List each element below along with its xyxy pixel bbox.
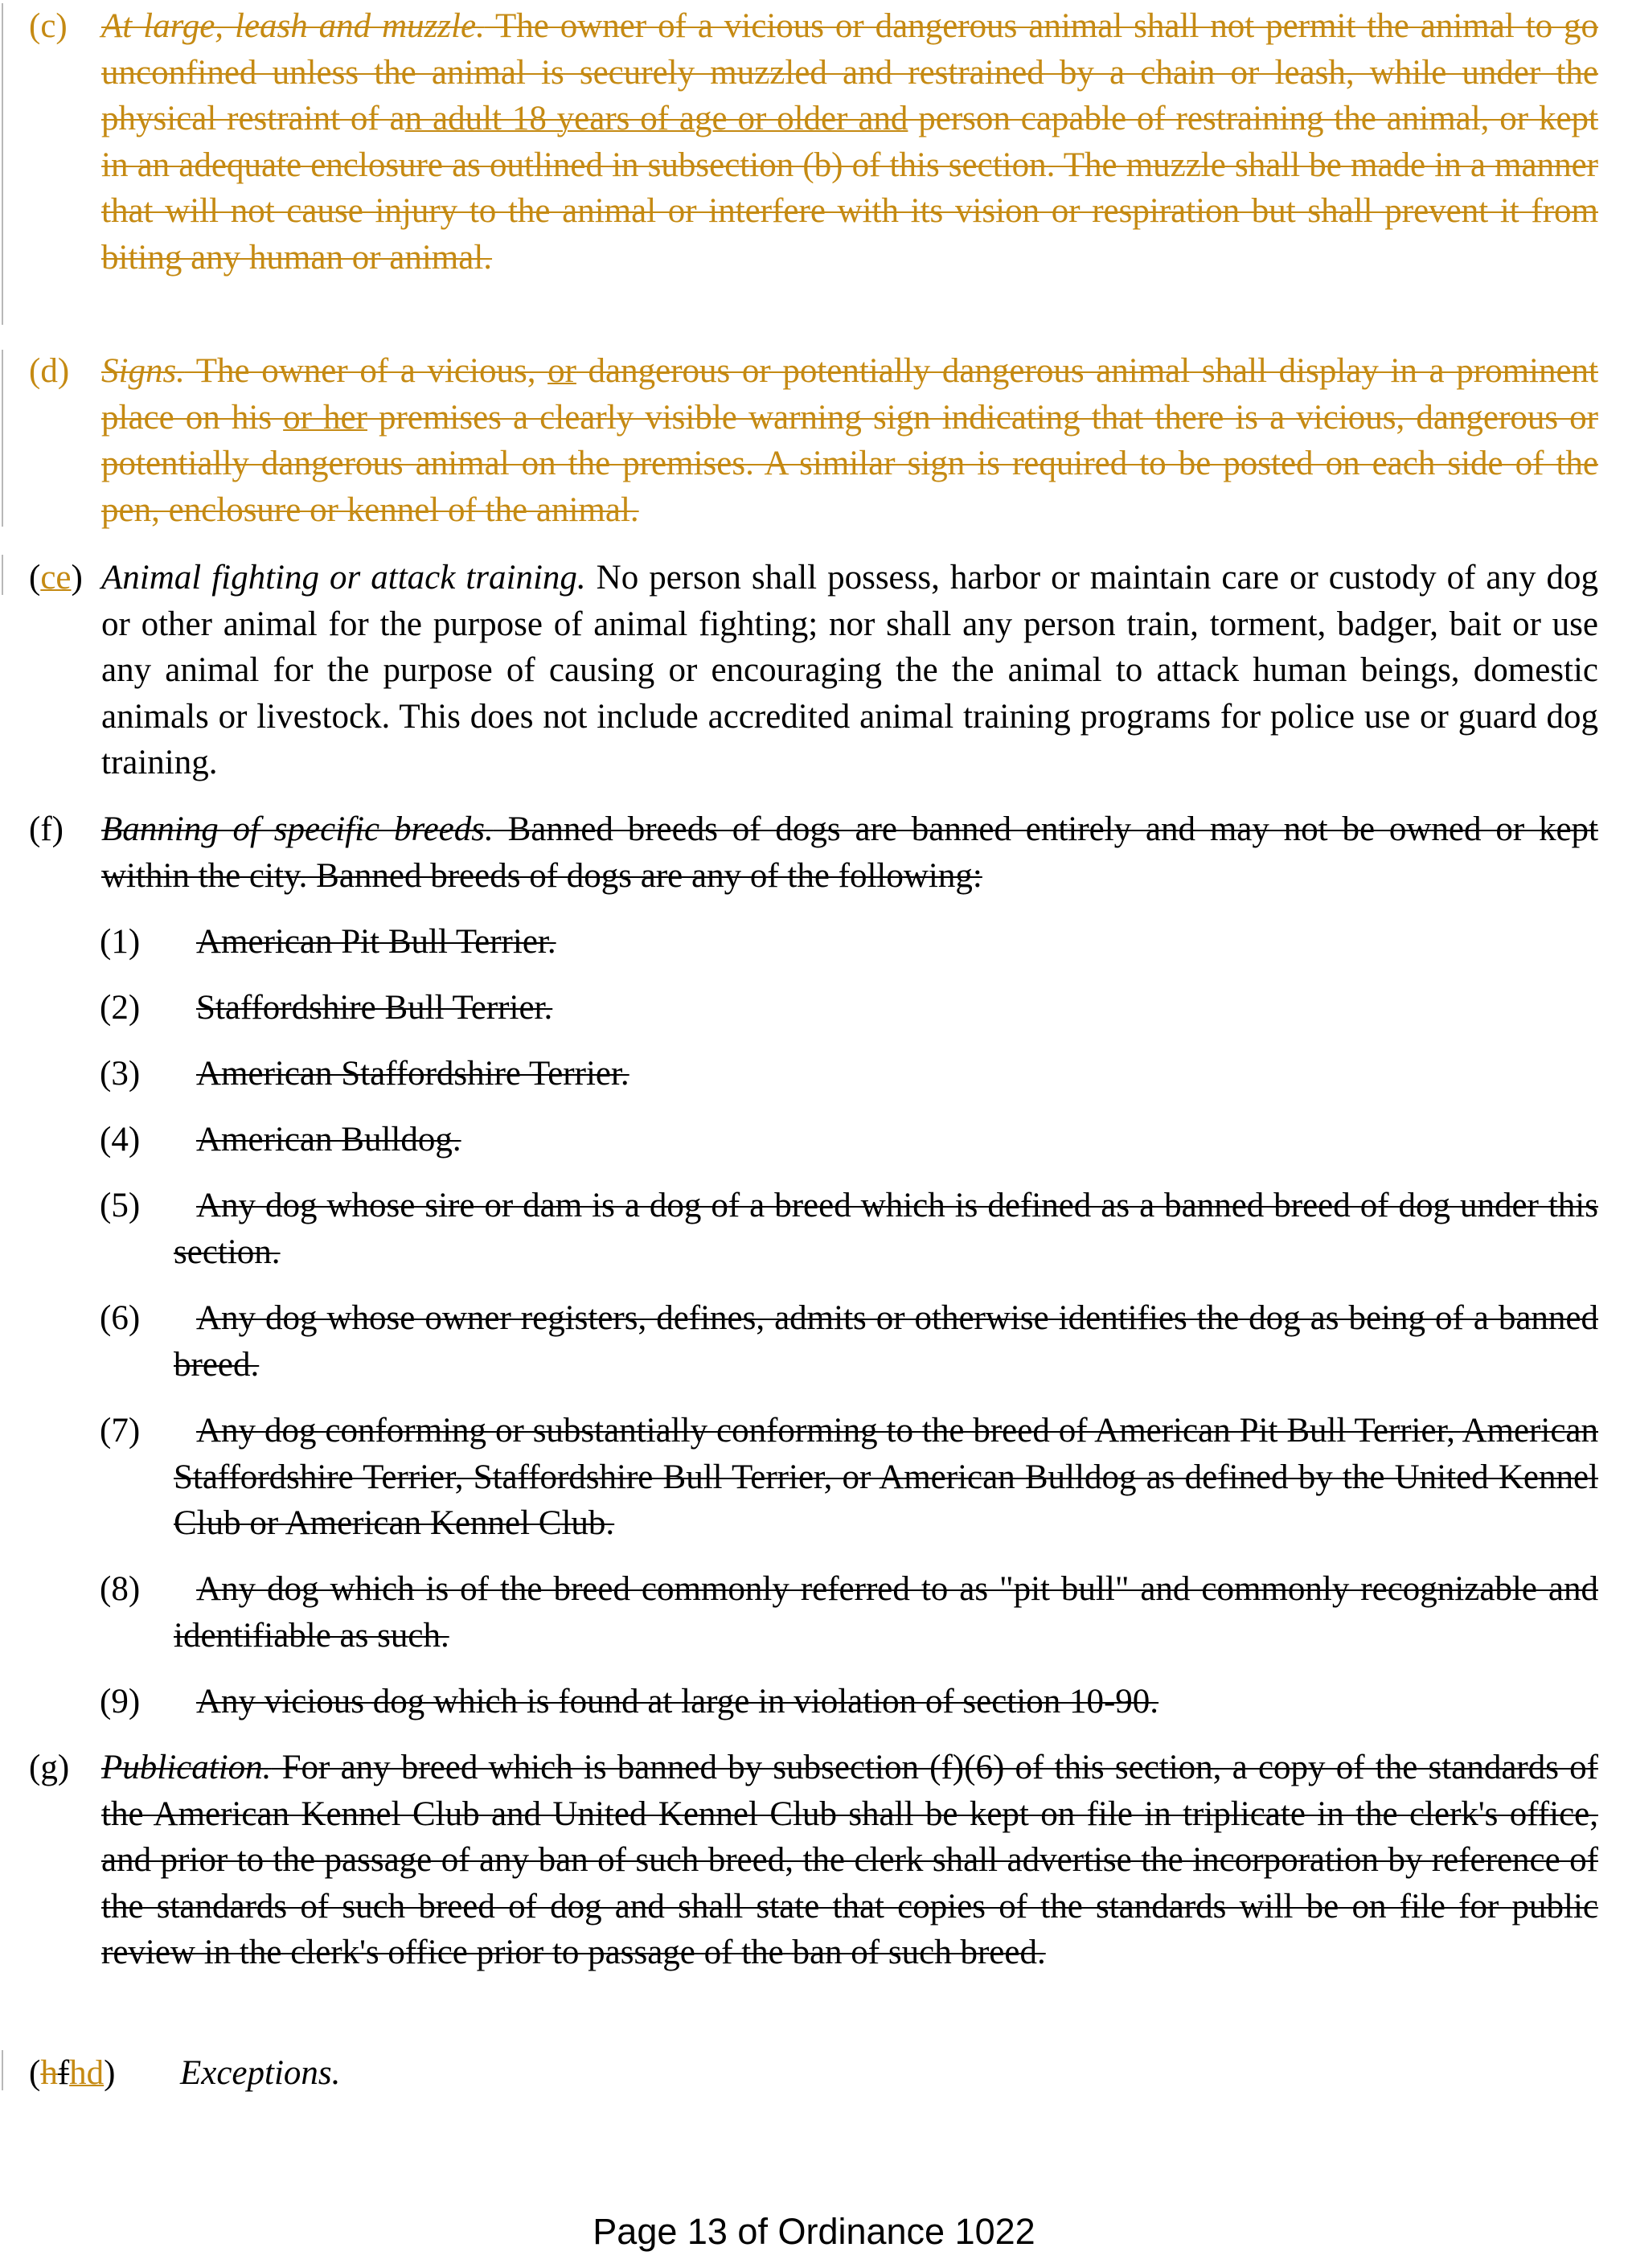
subsection-h (29, 2050, 1598, 2097)
list-item: (4) American Bulldog. (100, 1121, 461, 1159)
list-item: (8) Any dog which is of the breed commonly referred to as "pit bull" and commonly recognizable and identifiable as such. (100, 1570, 1598, 1655)
list-item: (2) Staffordshire Bull Terrier. (100, 989, 553, 1027)
subsection-h-label: (hfhd) (29, 2054, 116, 2092)
subsection-g-heading: Publication. (101, 1749, 272, 1786)
subsection-c (29, 3, 1598, 281)
subsection-e (29, 555, 1598, 786)
subsection-h-label-deleted-h: h (40, 2054, 58, 2092)
subsection-e-label-insert: ce (40, 559, 72, 597)
subsection-f-label: (f) (29, 810, 64, 848)
list-item: (5) Any dog whose sire or dam is a dog of a breed which is defined as a banned breed of dog under this section. (100, 1187, 1598, 1271)
subsection-g (29, 1745, 1598, 1976)
list-item: (9) Any vicious dog which is found at large in violation of section 10-90. (100, 1683, 1159, 1720)
list-item: (6) Any dog whose owner registers, defines, admits or otherwise identifies the dog as being of a banned breed. (100, 1299, 1598, 1384)
subsection-e-text: No person shall possess, harbor or maintain care or custody of any dog or other animal for the purpose of animal fighting; nor shall any person train, torment, badger, bait or use any animal for the purpose of causing or encouraging the the animal to attack human beings, domestic animals or livestock. This does not include accredited animal training programs for police use or guard dog training. (101, 559, 1598, 781)
subsection-d-text-1: The owner of a vicious, (184, 352, 548, 390)
subsection-h-label-insert: hd (69, 2054, 105, 2092)
subsection-d (29, 348, 1598, 533)
change-bar-e (2, 555, 3, 595)
subsection-c-text-before: The owner of a vicious or dangerous animal shall not permit the animal to go unconfined unless the animal is securely muzzled and restrained by a chain or leash, while under the physical restraint of a (101, 7, 1598, 137)
subsection-c-label: (c) (29, 7, 68, 45)
subsection-e-heading: Animal fighting or attack training. (101, 559, 586, 597)
subsection-h-label-deleted-f: f (57, 2054, 70, 2092)
change-bar-c (2, 3, 3, 325)
subsection-e-label: (ce) (29, 559, 83, 597)
subsection-d-insert-or-her: or her (283, 398, 367, 437)
subsection-d-insert-or: or (547, 352, 576, 390)
subsection-c-text-after: person capable of restraining the animal, or kept in an adequate enclosure as outlined in subsection (b) of this section. The muzzle shall be made in a manner that will not cause injury to the animal or interfere with its vision or respiration but shall prevent it from biting any human or animal. (101, 100, 1598, 277)
subsection-c-insertion: n adult 18 years of age or older and (404, 100, 908, 137)
subsection-f (29, 806, 1598, 899)
list-item: (7) Any dog conforming or substantially conforming to the breed of American Pit Bull Terrier, American Staffordshire Terrier, Staffordshire Bull Terrier, or American Bulldog as defined by the United Kennel Club or American Kennel Club. (100, 1412, 1598, 1542)
subsection-f-heading: Banning of specific breeds. (101, 810, 494, 848)
subsection-c-heading: At large, leash and muzzle. (101, 7, 485, 45)
subsection-d-text-3: premises a clearly visible warning sign indicating that there is a vicious, dangerous or potentially dangerous animal on the premises. A similar sign is required to be posted on each side of the pen, enclosure or kennel of the animal. (101, 398, 1598, 529)
list-item: (1) American Pit Bull Terrier. (100, 923, 556, 961)
subsection-d-text-2: dangerous or potentially dangerous animal shall display in a prominent place on his (101, 352, 1599, 437)
subsection-d-heading: Signs. (101, 352, 185, 390)
subsection-d-label: (d) (29, 352, 70, 390)
change-bar-h (2, 2050, 3, 2090)
subsection-g-label: (g) (29, 1749, 70, 1786)
list-item: (3) American Staffordshire Terrier. (100, 1055, 629, 1093)
change-bar-d (2, 350, 3, 527)
subsection-h-heading: Exceptions. (180, 2054, 341, 2092)
page-footer: Page 13 of Ordinance 1022 (593, 2211, 1035, 2252)
subsection-f-text: Banned breeds of dogs are banned entirely and may not be owned or kept within the city. Banned breeds of dogs are any of the following: (101, 810, 1598, 895)
subsection-g-text: For any breed which is banned by subsection (f)(6) of this section, a copy of the standards of the American Kennel Club and United Kennel Club shall be kept on file in triplicate in the clerk's office, and prior to the passage of any ban of such breed, the clerk shall advertise the incorporation by reference of the standards of such breed of dog and shall state that copies of the standards will be on file for public review in the clerk's office prior to passage of the ban of such breed. (101, 1749, 1598, 1971)
